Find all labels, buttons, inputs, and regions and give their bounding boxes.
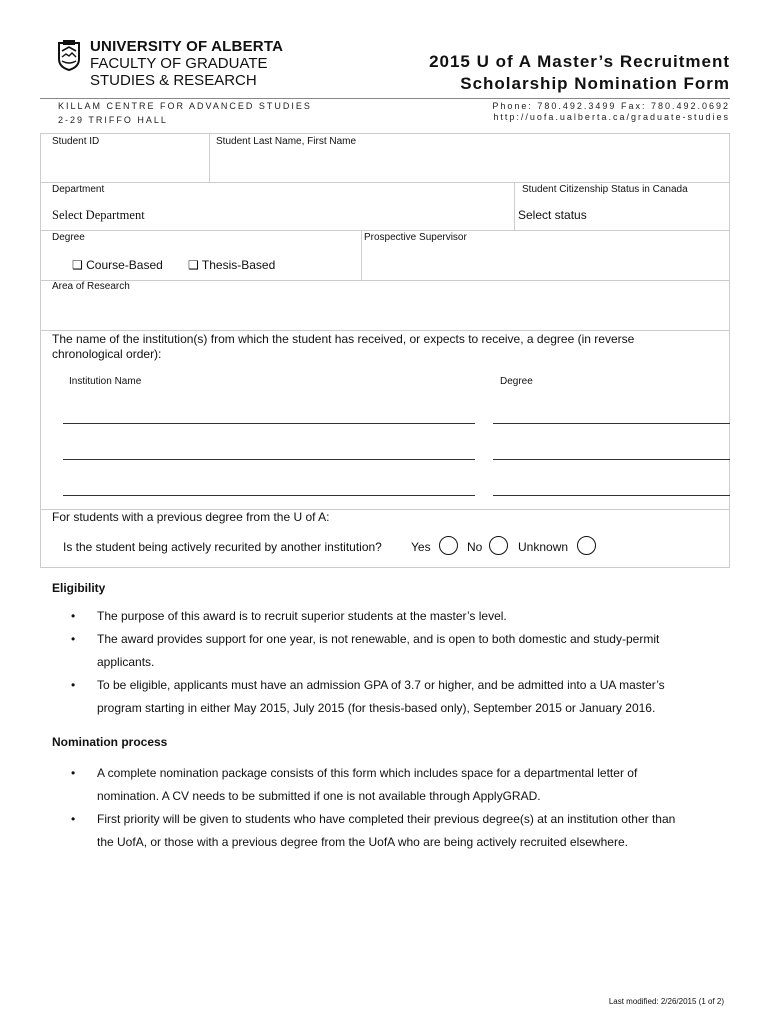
institution-line-2[interactable] bbox=[63, 459, 475, 460]
degree-column-header: Degree bbox=[500, 376, 533, 387]
nomination-item-2-line1: First priority will be given to students who have completed their previous degree(s) at an institution other than bbox=[97, 812, 676, 826]
bullet-icon: • bbox=[71, 766, 76, 780]
institution-intro bbox=[52, 332, 634, 362]
degree-option-thesis-label: Thesis-Based bbox=[201, 258, 276, 272]
bullet-icon: • bbox=[71, 632, 76, 646]
address-line2: 2-29 TRIFFO HALL bbox=[58, 115, 168, 125]
student-name-label: Student Last Name, First Name bbox=[216, 136, 357, 147]
faculty-name: FACULTY OF GRADUATE bbox=[90, 55, 268, 72]
form-title-line2: Scholarship Nomination Form bbox=[460, 74, 730, 93]
degree-radio-course[interactable] bbox=[72, 258, 163, 272]
previous-degree-text: For students with a previous degree from the U of A: bbox=[52, 510, 330, 524]
radio-bullet-icon: ❑ bbox=[72, 258, 83, 272]
eligibility-item-2 bbox=[97, 628, 659, 673]
research-area-field[interactable] bbox=[41, 295, 728, 327]
nomination-item-1 bbox=[97, 762, 637, 807]
bullet-icon: • bbox=[71, 609, 76, 623]
student-name-field[interactable] bbox=[210, 150, 728, 180]
option-unknown-radio[interactable] bbox=[577, 536, 596, 555]
option-no-label: No bbox=[467, 540, 483, 554]
nomination-item-1-line1: A complete nomination package consists of this form which includes space for a departmental letter of bbox=[97, 766, 638, 780]
radio-bullet-icon: ❑ bbox=[188, 258, 199, 272]
nomination-heading: Nomination process bbox=[52, 735, 168, 749]
option-unknown-label: Unknown bbox=[518, 540, 569, 554]
student-id-field[interactable] bbox=[41, 150, 208, 180]
eligibility-item-2-line1: The award provides support for one year, is not renewable, and is open to both domestic and study-permit bbox=[97, 632, 660, 646]
university-name: UNIVERSITY OF ALBERTA bbox=[90, 38, 284, 55]
citizenship-select[interactable]: Select status bbox=[518, 208, 587, 222]
recruited-question: Is the student being actively recurited by another institution? bbox=[63, 540, 382, 554]
research-area-label: Area of Research bbox=[52, 281, 130, 292]
option-yes-radio[interactable] bbox=[439, 536, 458, 555]
eligibility-item-2-line2: applicants. bbox=[97, 654, 155, 669]
address-line1: KILLAM CENTRE FOR ADVANCED STUDIES bbox=[58, 101, 312, 111]
university-crest-icon bbox=[57, 39, 81, 71]
department-label: Department bbox=[52, 184, 105, 195]
faculty-url[interactable]: http://uofa.ualberta.ca/graduate-studies bbox=[493, 112, 730, 122]
header-divider bbox=[40, 98, 730, 99]
institution-name-header: Institution Name bbox=[69, 376, 142, 387]
nomination-item-2-line2: the UofA, or those with a previous degree from the UofA who are being actively recruited elsewhere. bbox=[97, 834, 628, 849]
nomination-item-2 bbox=[97, 808, 675, 853]
eligibility-item-3-line2: program starting in either May 2015, July 2015 (for thesis-based only), September 2015 or January 2016. bbox=[97, 700, 656, 715]
degree-line-1[interactable] bbox=[493, 423, 730, 424]
last-modified: Last modified: 2/26/2015 (1 of 2) bbox=[608, 997, 724, 1006]
supervisor-label: Prospective Supervisor bbox=[364, 232, 467, 243]
degree-line-2[interactable] bbox=[493, 459, 730, 460]
option-no-radio[interactable] bbox=[489, 536, 508, 555]
bullet-icon: • bbox=[71, 812, 76, 826]
institution-line-1[interactable] bbox=[63, 423, 475, 424]
institution-intro-line2: chronological order): bbox=[52, 347, 162, 361]
student-id-label: Student ID bbox=[52, 136, 100, 147]
form-title-line1: 2015 U of A Master’s Recruitment bbox=[429, 52, 730, 71]
eligibility-heading: Eligibility bbox=[52, 581, 106, 595]
eligibility-item-3-line1: To be eligible, applicants must have an admission GPA of 3.7 or higher, and be admitted into a UA master’s bbox=[97, 678, 665, 692]
department-select[interactable]: Select Department bbox=[52, 208, 145, 222]
phone-fax: Phone: 780.492.3499 Fax: 780.492.0692 bbox=[492, 101, 730, 111]
bullet-icon: • bbox=[71, 678, 76, 692]
option-yes-label: Yes bbox=[411, 540, 431, 554]
supervisor-field[interactable] bbox=[364, 246, 728, 276]
form-title bbox=[429, 51, 730, 95]
institution-intro-line1: The name of the institution(s) from which the student has received, or expects to receive, a degree (in reverse bbox=[52, 332, 635, 346]
faculty-name-line2: STUDIES & RESEARCH bbox=[90, 72, 257, 89]
degree-radio-thesis[interactable] bbox=[188, 258, 275, 272]
nomination-item-1-line2: nomination. A CV needs to be submitted if one is not available through ApplyGRAD. bbox=[97, 788, 541, 803]
degree-label: Degree bbox=[52, 232, 85, 243]
citizenship-label: Student Citizenship Status in Canada bbox=[522, 184, 688, 195]
degree-option-course-label: Course-Based bbox=[86, 258, 163, 272]
eligibility-item-1: The purpose of this award is to recruit superior students at the master’s level. bbox=[97, 609, 507, 623]
institution-line-3[interactable] bbox=[63, 495, 475, 496]
eligibility-item-3 bbox=[97, 674, 665, 719]
degree-line-3[interactable] bbox=[493, 495, 730, 496]
